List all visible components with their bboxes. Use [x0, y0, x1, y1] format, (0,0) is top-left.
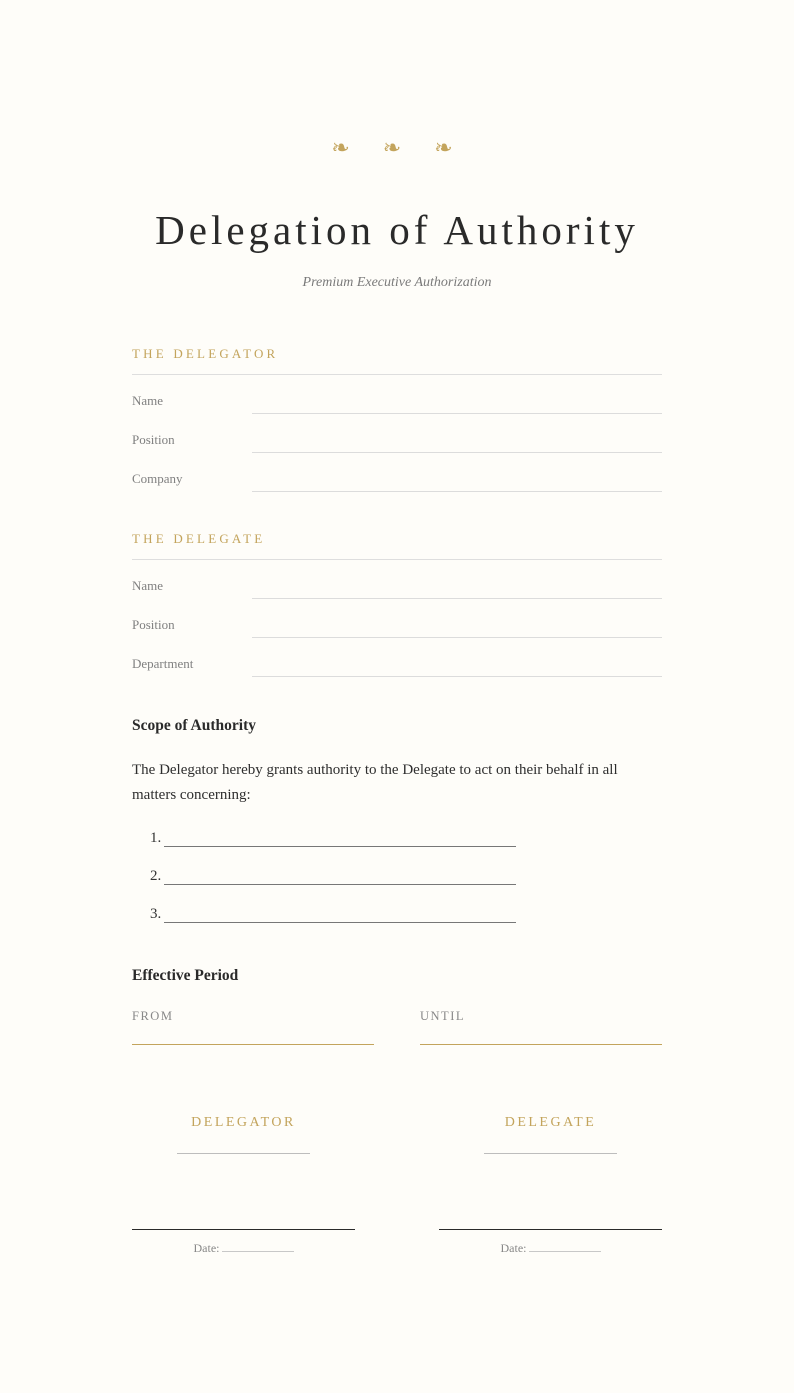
delegator-signature-role: DELEGATOR: [191, 1115, 296, 1130]
until-label: UNTIL: [420, 1009, 465, 1023]
list-number: 3.: [150, 906, 162, 922]
list-number: 1.: [150, 830, 162, 846]
scope-item-3-field[interactable]: [164, 911, 516, 923]
delegate-signature-role: DELEGATE: [504, 1115, 597, 1130]
delegate-department-row: [132, 638, 662, 677]
delegate-position-row: [132, 599, 662, 638]
scope-item-1: [150, 830, 516, 847]
list-number: 2.: [150, 868, 162, 884]
period-heading: Effective Period: [132, 967, 239, 984]
delegator-printed-name-field[interactable]: [177, 1153, 310, 1154]
scope-item-2-field[interactable]: [164, 873, 516, 885]
delegator-name-row: [132, 375, 662, 414]
delegator-heading: THE DELEGATOR: [132, 346, 662, 375]
delegator-date-field[interactable]: [222, 1243, 294, 1252]
delegator-company-row: [132, 453, 662, 492]
date-label: Date:: [193, 1241, 220, 1255]
delegate-name-row: [132, 560, 662, 599]
delegate-heading: THE DELEGATE: [132, 531, 662, 560]
field-label: Position: [132, 617, 175, 632]
delegate-date: [439, 1241, 662, 1256]
scope-item-3: [150, 906, 516, 923]
scope-item-1-field[interactable]: [164, 835, 516, 847]
floral-heart-icon: ❧: [434, 136, 463, 161]
scope-item-2: [150, 868, 516, 885]
field-label: Position: [132, 432, 175, 447]
delegate-signature-line[interactable]: [439, 1229, 662, 1230]
delegator-date: [132, 1241, 355, 1256]
document-subtitle: Premium Executive Authorization: [302, 275, 492, 290]
floral-heart-icon: ❧: [331, 136, 360, 161]
delegator-signature-line[interactable]: [132, 1229, 355, 1230]
delegator-position-row: [132, 414, 662, 453]
field-label: Name: [132, 578, 164, 593]
field-label: Company: [132, 471, 183, 486]
until-date-field[interactable]: [420, 1044, 662, 1045]
scope-text: The Delegator hereby grants authority to the Delegate to act on their behalf in all matters concerning:: [132, 762, 618, 803]
delegate-department-field[interactable]: [252, 676, 662, 677]
delegate-section: [132, 531, 662, 677]
document-title: Delegation of Authority: [155, 207, 639, 253]
field-label: Department: [132, 656, 194, 671]
from-label: FROM: [132, 1009, 174, 1023]
field-label: Name: [132, 393, 164, 408]
ornament-divider: [0, 136, 794, 161]
delegator-section: [132, 346, 662, 492]
delegate-printed-name-field[interactable]: [484, 1153, 617, 1154]
floral-heart-icon: ❧: [382, 136, 412, 161]
date-label: Date:: [500, 1241, 527, 1255]
from-date-field[interactable]: [132, 1044, 374, 1045]
delegator-signature-block: [132, 1110, 355, 1255]
delegator-company-field[interactable]: [252, 491, 662, 492]
delegate-signature-block: [439, 1110, 662, 1255]
delegate-date-field[interactable]: [529, 1243, 601, 1252]
scope-heading: Scope of Authority: [132, 717, 256, 734]
